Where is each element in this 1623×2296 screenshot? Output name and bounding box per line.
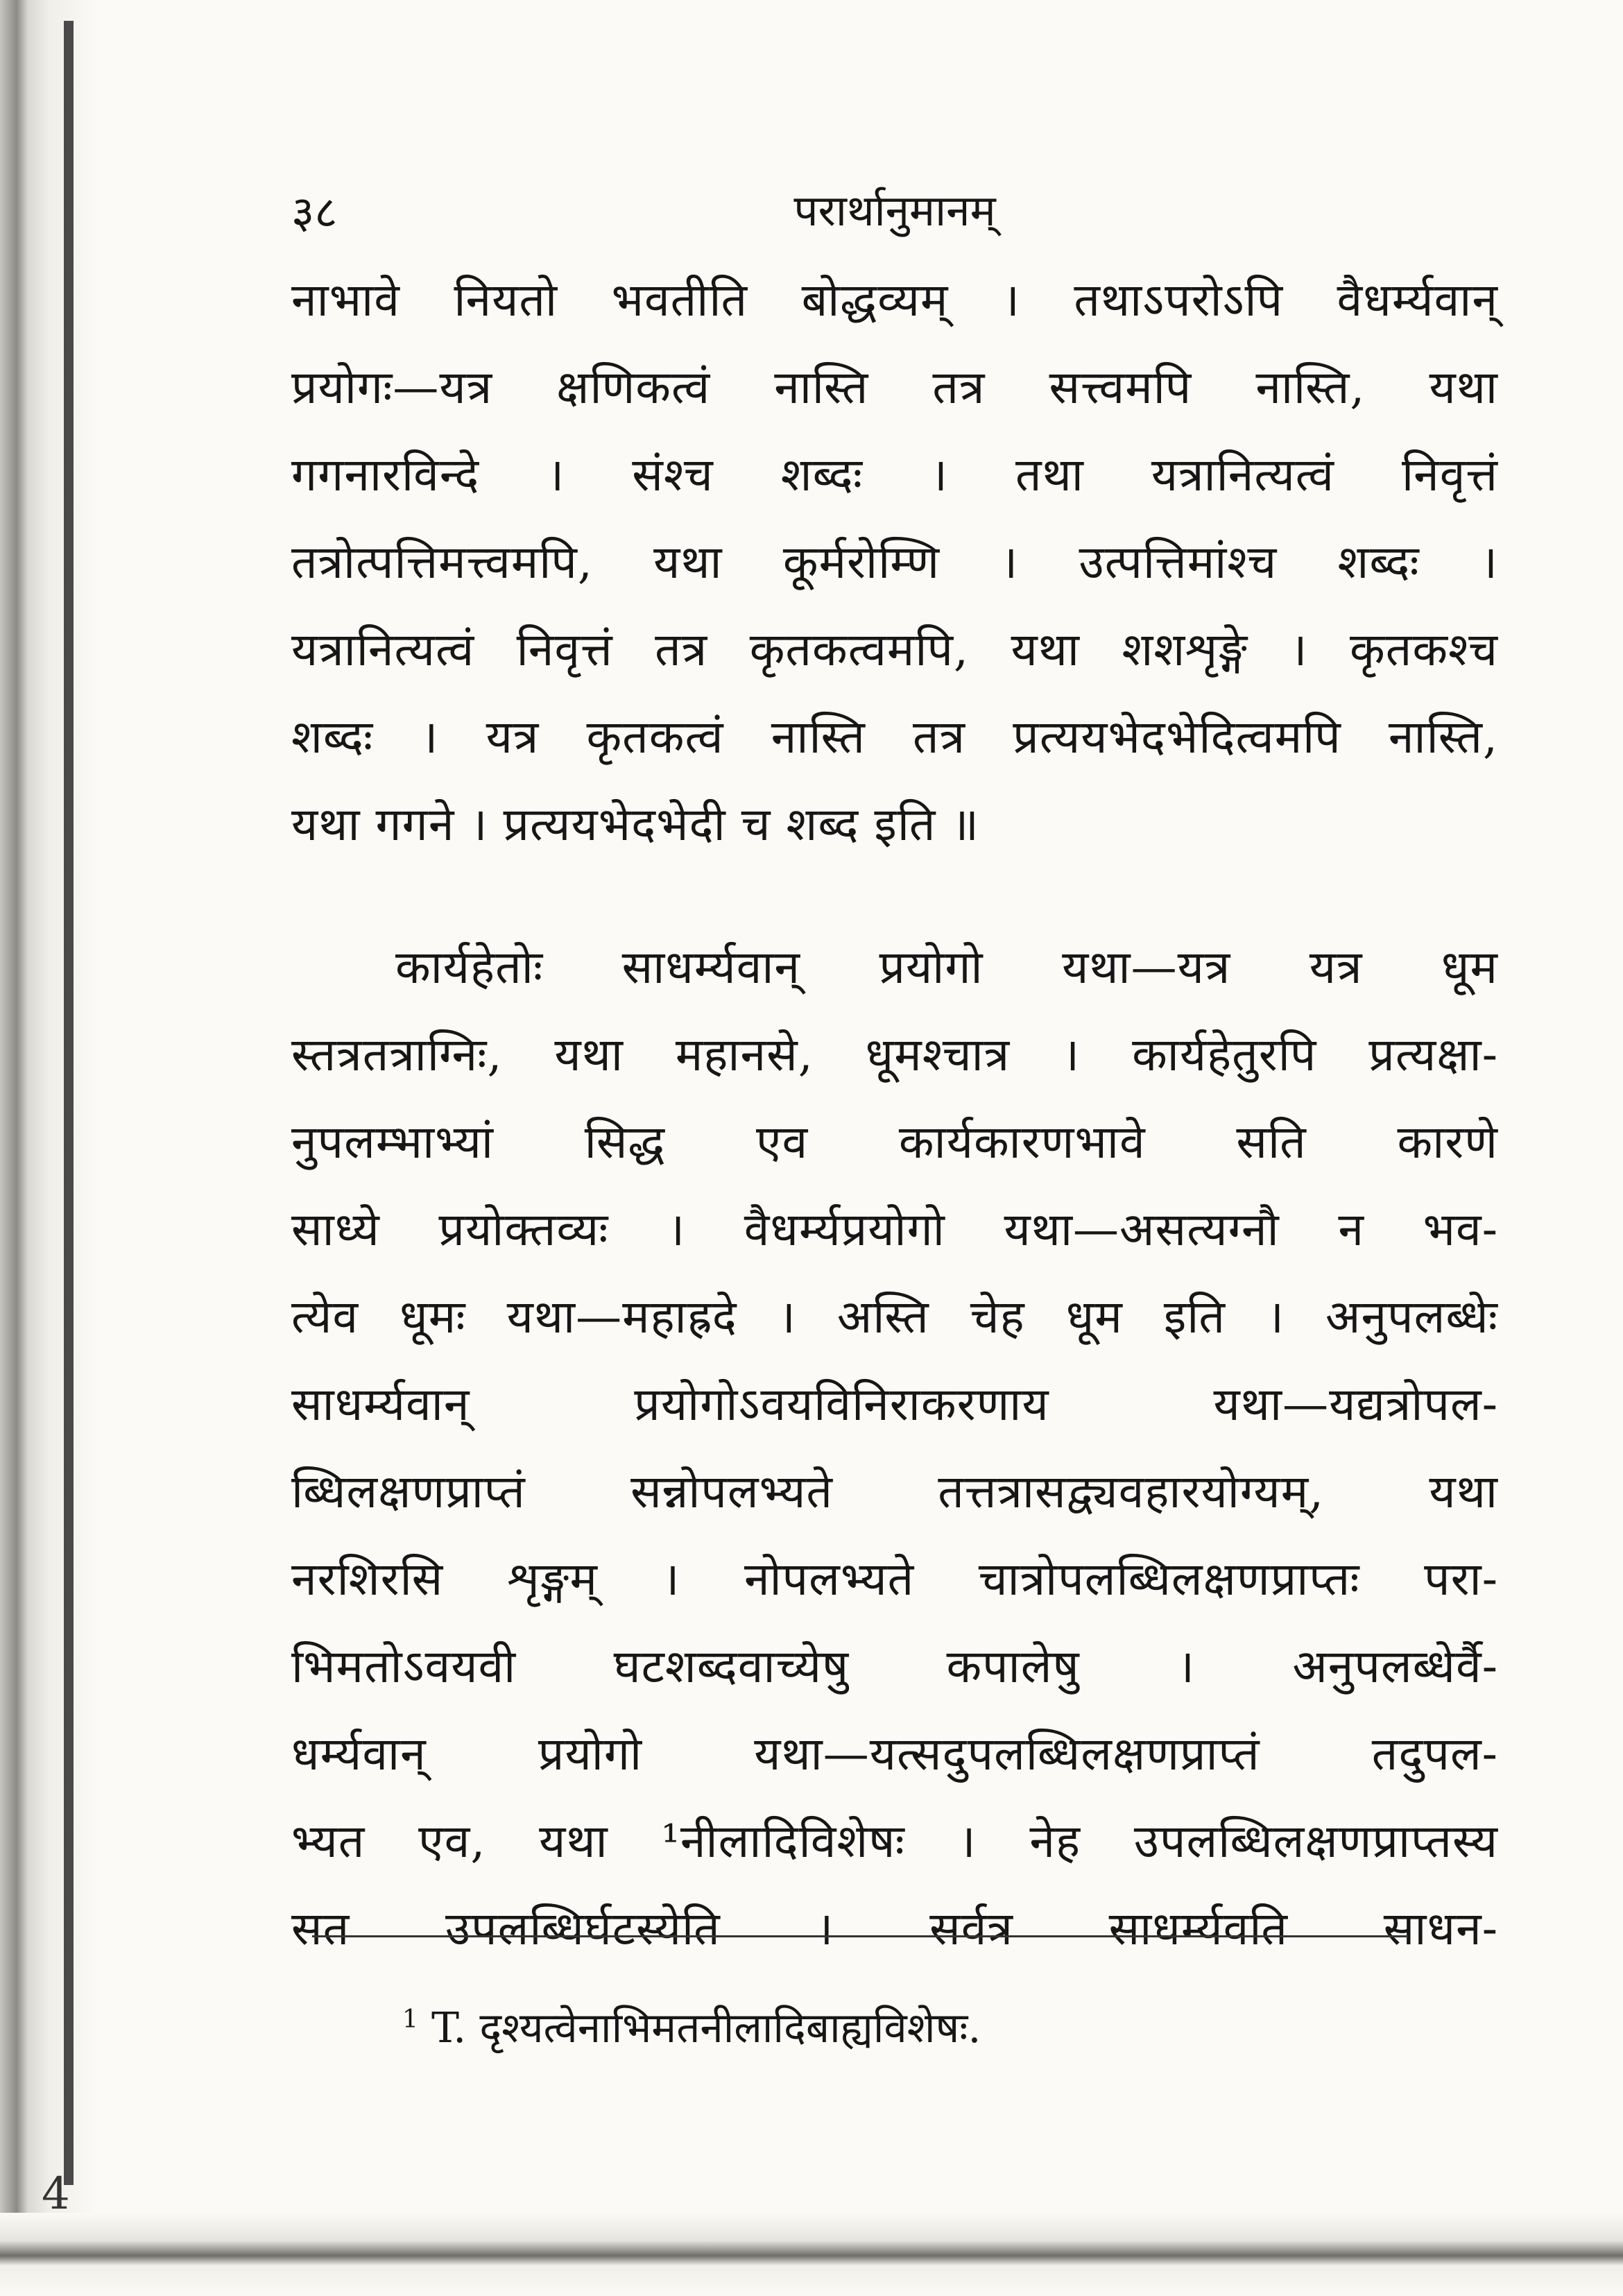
page-number: ३८ [291,187,338,239]
page-header [291,166,1498,250]
text-line: भ्यत एव, यथा ¹नीलादिविशेषः । नेह उपलब्धिलक्षणप्राप्तस्य [291,1815,1498,1868]
text-line: नुपलम्भाभ्यां सिद्ध एव कार्यकारणभावे सति कारणे [291,1115,1498,1169]
text-line: प्रयोगः—यत्र क्षणिकत्वं नास्ति तत्र सत्त्वमपि नास्ति, यथा [291,361,1498,414]
footnote-text: T. दृश्यत्वेनाभिमतनीलादिबाह्यविशेषः. [431,2004,981,2053]
margin-pencil-mark: 4 [42,2168,70,2220]
text-line: यथा गगने । प्रत्ययभेदभेदी च शब्द इति ॥ [291,798,980,851]
text-line: सत उपलब्धिर्घटस्येति । सर्वत्र साधर्म्यवति साधन- [291,1902,1498,1955]
text-line: त्येव धूमः यथा—महाह्रदे । अस्ति चेह धूम इति । अनुपलब्धेः [291,1290,1498,1344]
text-line: धर्म्यवान् प्रयोगो यथा—यत्सदुपलब्धिलक्षणप्राप्तं तदुपल- [291,1727,1498,1781]
text-line: गगनारविन्दे । संश्च शब्दः । तथा यत्रानित्यत्वं निवृत्तं [291,448,1498,502]
text-line: साधर्म्यवान् प्रयोगोऽवयविनिराकरणाय यथा—यद्यत्रोपल- [291,1378,1498,1431]
text-line: भिमतोऽवयवी घटशब्दवाच्येषु कपालेषु । अनुपलब्धेर्वै- [291,1640,1498,1693]
scan-left-edge [0,0,97,2296]
paragraph-2 [291,924,1498,1973]
text-line: कार्यहेतोः साधर्म्यवान् प्रयोगो यथा—यत्र यत्र धूम [395,941,1498,994]
footnote-marker: 1 [402,2005,418,2034]
paragraph-1 [291,257,1498,868]
running-title: परार्थानुमानम् [793,185,996,236]
body-text [291,257,1498,1973]
text-line: नरशिरसि शृङ्गम् । नोपलभ्यते चात्रोपलब्धिलक्षणप्राप्तः परा- [291,1552,1498,1606]
paragraph-gap [291,868,1498,924]
text-line: स्तत्रतत्राग्निः, यथा महानसे, धूमश्चात्र । कार्यहेतुरपि प्रत्यक्षा- [291,1028,1498,1081]
footnote-divider [312,1935,1408,1937]
scan-bottom-edge [0,2213,1623,2296]
text-line: शब्दः । यत्र कृतकत्वं नास्ति तत्र प्रत्ययभेदभेदित्वमपि नास्ति, [291,710,1498,764]
binding-shadow [64,21,74,2185]
text-line: यत्रानित्यत्वं निवृत्तं तत्र कृतकत्वमपि, यथा शशशृङ्गे । कृतकश्च [291,623,1498,676]
text-line: तत्रोत्पत्तिमत्त्वमपि, यथा कूर्मरोम्णि । उत्पत्तिमांश्च शब्दः । [291,536,1498,589]
text-line: नाभावे नियतो भवतीति बोद्धव्यम् । तथाऽपरोऽपि वैधर्म्यवान् [291,273,1498,327]
footnote [402,1998,981,2055]
text-line: साध्ये प्रयोक्तव्यः । वैधर्म्यप्रयोगो यथा—असत्यग्नौ न भव- [291,1203,1498,1256]
text-line: ब्धिलक्षणप्राप्तं सन्नोपलभ्यते तत्तत्रासद्व्यवहारयोग्यम्, यथा [291,1465,1498,1518]
